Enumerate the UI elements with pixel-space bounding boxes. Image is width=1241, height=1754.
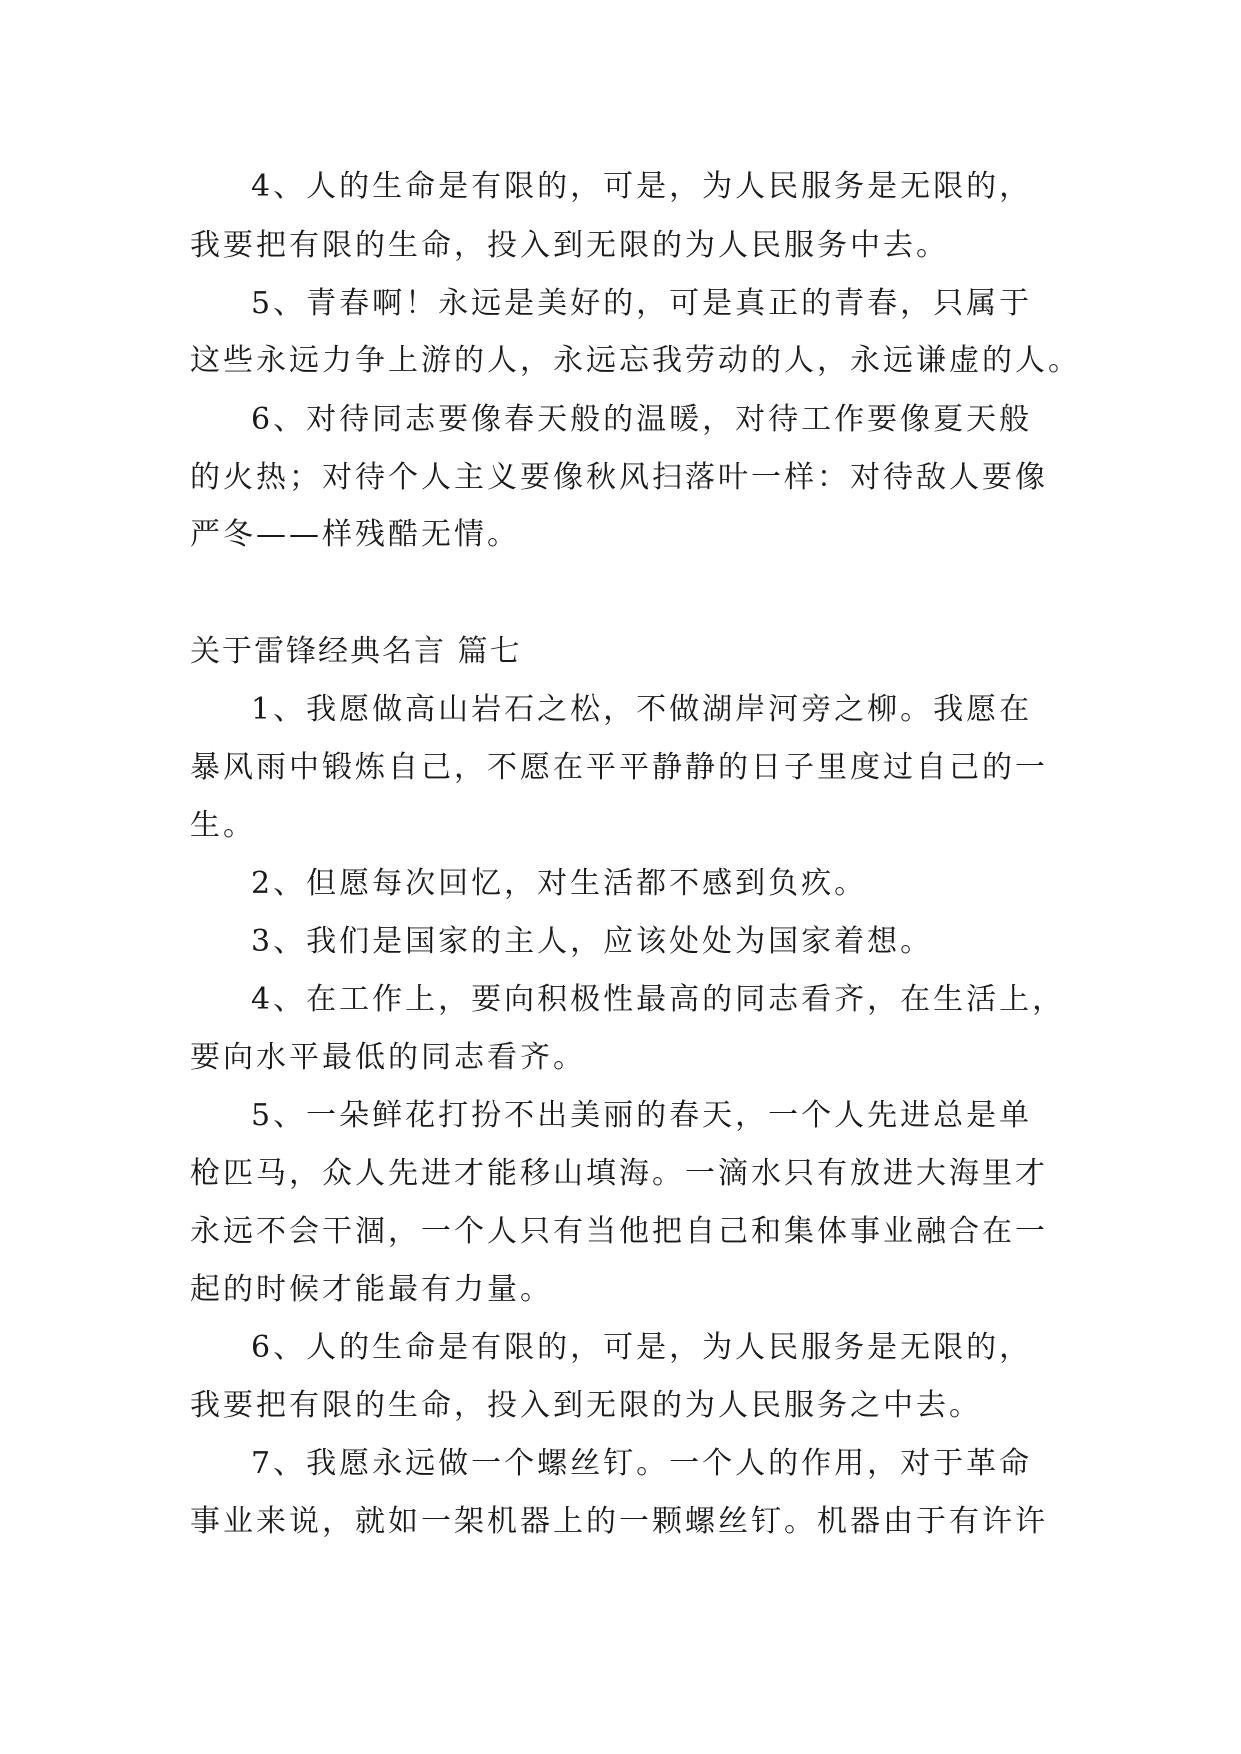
text-line: 7、我愿永远做一个螺丝钉。一个人的作用，对于革命 (251, 1446, 1033, 1481)
text-line: 要向水平最低的同志看齐。 (190, 1040, 586, 1075)
text-line: 1、我愿做高山岩石之松，不做湖岸河旁之柳。我愿在 (251, 692, 1033, 727)
text-line: 的火热；对待个人主义要像秋风扫落叶一样：对待敌人要像 (190, 460, 1048, 495)
text-line: 4、人的生命是有限的，可是，为人民服务是无限的， (251, 169, 1033, 204)
section-heading: 关于雷锋经典名言 篇七 (190, 634, 522, 669)
text-line: 2、但愿每次回忆，对生活都不感到负疚。 (251, 866, 868, 901)
text-line: 严冬——样残酷无情。 (190, 517, 520, 552)
text-line: 这些永远力争上游的人，永远忘我劳动的人，永远谦虚的人。 (190, 343, 1081, 378)
text-line: 生。 (190, 808, 256, 843)
text-line: 3、我们是国家的主人，应该处处为国家着想。 (251, 924, 934, 959)
text-line: 我要把有限的生命，投入到无限的为人民服务中去。 (190, 228, 949, 263)
text-line: 6、人的生命是有限的，可是，为人民服务是无限的， (251, 1330, 1033, 1365)
text-line: 起的时候才能最有力量。 (190, 1272, 553, 1307)
text-line: 事业来说，就如一架机器上的一颗螺丝钉。机器由于有许许 (190, 1504, 1048, 1539)
text-line: 5、青春啊！永远是美好的，可是真正的青春，只属于 (251, 286, 1033, 321)
text-line: 6、对待同志要像春天般的温暖，对待工作要像夏天般 (251, 402, 1033, 437)
text-line: 4、在工作上，要向积极性最高的同志看齐，在生活上， (251, 982, 1066, 1017)
text-line: 永远不会干涸，一个人只有当他把自己和集体事业融合在一 (190, 1214, 1048, 1249)
text-line: 我要把有限的生命，投入到无限的为人民服务之中去。 (190, 1388, 982, 1423)
text-line: 暴风雨中锻炼自己，不愿在平平静静的日子里度过自己的一 (190, 750, 1048, 785)
text-line: 5、一朵鲜花打扮不出美丽的春天，一个人先进总是单 (251, 1098, 1033, 1133)
text-line: 枪匹马，众人先进才能移山填海。一滴水只有放进大海里才 (190, 1156, 1048, 1191)
